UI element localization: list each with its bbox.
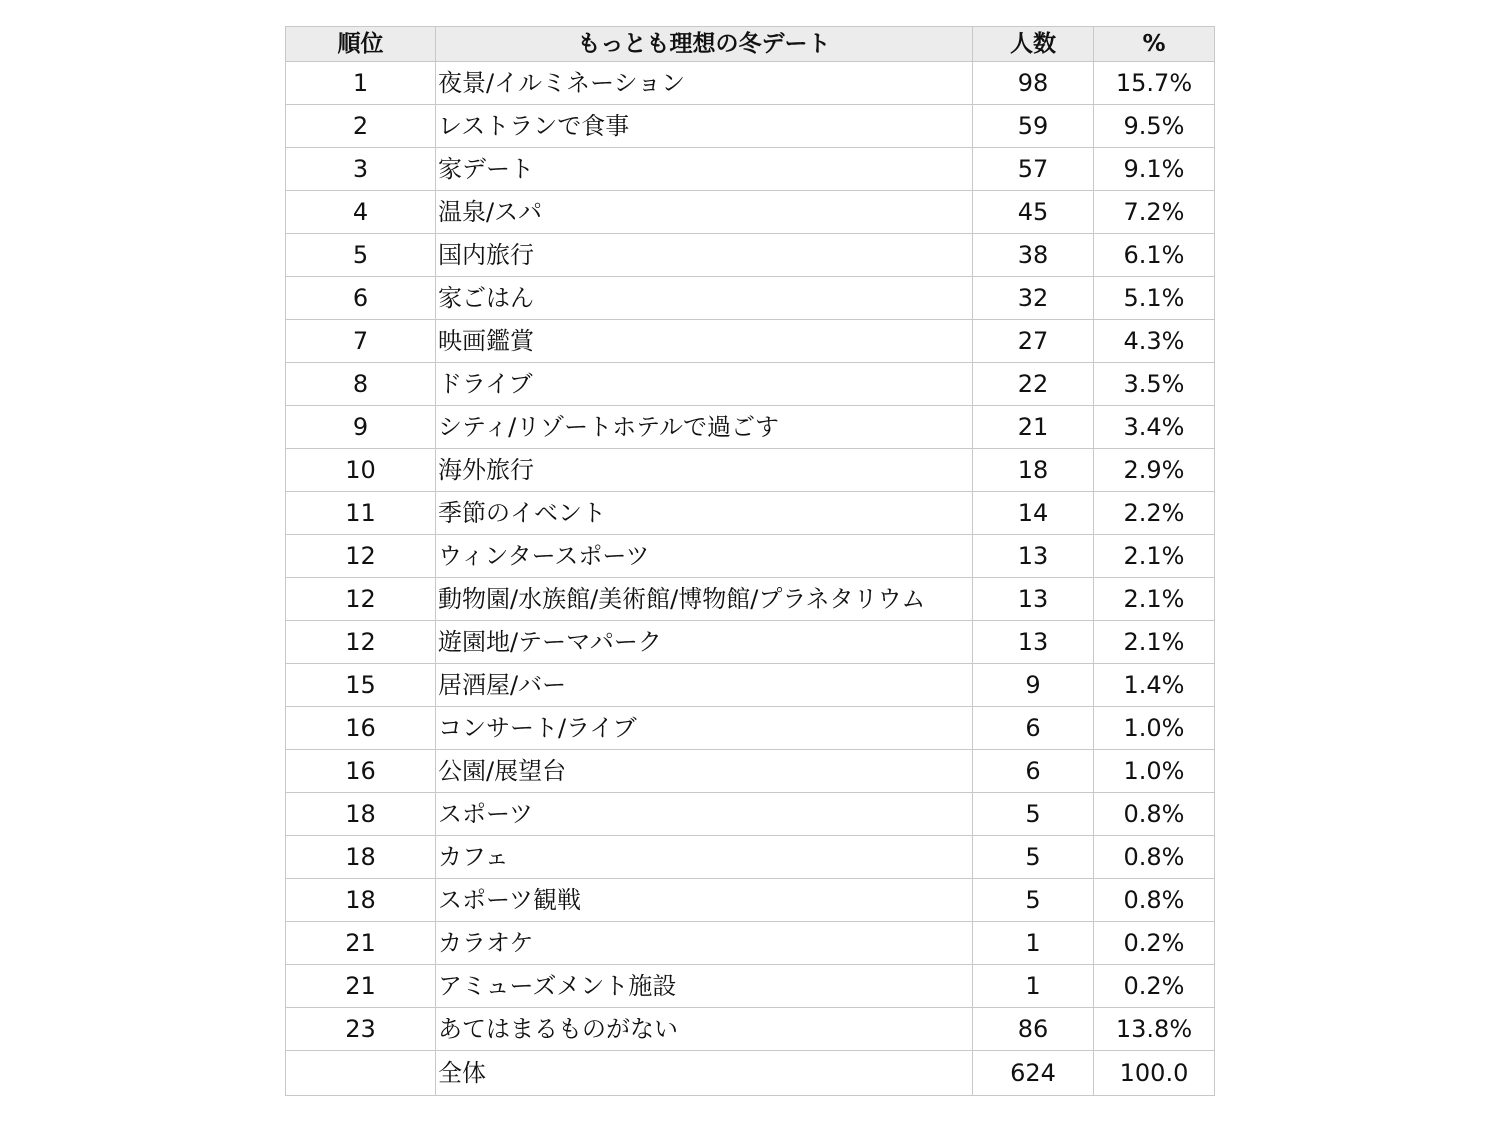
count-cell: 86 (973, 1008, 1094, 1051)
rank-cell: 16 (286, 707, 436, 750)
item-cell: 動物園/水族館/美術館/博物館/プラネタリウム (436, 578, 973, 621)
rank-cell: 11 (286, 492, 436, 535)
percent-cell: 0.8% (1094, 879, 1215, 922)
count-cell: 9 (973, 664, 1094, 707)
item-cell: レストランで食事 (436, 105, 973, 148)
item-cell: 海外旅行 (436, 449, 973, 492)
table-row (286, 965, 1215, 1008)
table-row (286, 234, 1215, 277)
count-cell: 14 (973, 492, 1094, 535)
table-body (286, 62, 1215, 1096)
table-row (286, 750, 1215, 793)
percent-cell: 0.2% (1094, 965, 1215, 1008)
header-item: もっとも理想の冬デート (436, 27, 973, 62)
table-row (286, 277, 1215, 320)
percent-cell: 9.1% (1094, 148, 1215, 191)
rank-cell: 8 (286, 363, 436, 406)
table-row (286, 191, 1215, 234)
table-row (286, 363, 1215, 406)
table-row (286, 836, 1215, 879)
percent-cell: 0.2% (1094, 922, 1215, 965)
item-cell: あてはまるものがない (436, 1008, 973, 1051)
rank-cell: 21 (286, 965, 436, 1008)
item-cell: 居酒屋/バー (436, 664, 973, 707)
percent-cell: 15.7% (1094, 62, 1215, 105)
table-row (286, 793, 1215, 836)
rank-cell: 23 (286, 1008, 436, 1051)
table-row (286, 1008, 1215, 1051)
header-row (286, 27, 1215, 62)
rank-cell: 15 (286, 664, 436, 707)
count-cell: 13 (973, 535, 1094, 578)
percent-cell: 2.1% (1094, 621, 1215, 664)
table-row (286, 922, 1215, 965)
total-count-cell: 624 (973, 1051, 1094, 1096)
rank-cell: 6 (286, 277, 436, 320)
percent-cell: 1.0% (1094, 750, 1215, 793)
rank-cell: 7 (286, 320, 436, 363)
rank-cell: 18 (286, 836, 436, 879)
percent-cell: 0.8% (1094, 793, 1215, 836)
count-cell: 13 (973, 621, 1094, 664)
count-cell: 45 (973, 191, 1094, 234)
table-row (286, 148, 1215, 191)
item-cell: ドライブ (436, 363, 973, 406)
table-row (286, 62, 1215, 105)
item-cell: スポーツ (436, 793, 973, 836)
item-cell: ウィンタースポーツ (436, 535, 973, 578)
count-cell: 5 (973, 793, 1094, 836)
table-row (286, 449, 1215, 492)
total-percent-cell: 100.0 (1094, 1051, 1215, 1096)
count-cell: 1 (973, 922, 1094, 965)
count-cell: 5 (973, 836, 1094, 879)
percent-cell: 13.8% (1094, 1008, 1215, 1051)
table-row (286, 621, 1215, 664)
percent-cell: 1.0% (1094, 707, 1215, 750)
item-cell: 映画鑑賞 (436, 320, 973, 363)
count-cell: 13 (973, 578, 1094, 621)
table-row (286, 879, 1215, 922)
rank-cell: 4 (286, 191, 436, 234)
item-cell: 家ごはん (436, 277, 973, 320)
table-row (286, 492, 1215, 535)
count-cell: 22 (973, 363, 1094, 406)
count-cell: 6 (973, 707, 1094, 750)
rank-cell: 12 (286, 621, 436, 664)
item-cell: 公園/展望台 (436, 750, 973, 793)
item-cell: 家デート (436, 148, 973, 191)
count-cell: 98 (973, 62, 1094, 105)
table-row (286, 664, 1215, 707)
count-cell: 18 (973, 449, 1094, 492)
ranking-table (285, 26, 1215, 1096)
item-cell: 夜景/イルミネーション (436, 62, 973, 105)
rank-cell: 1 (286, 62, 436, 105)
rank-cell: 18 (286, 793, 436, 836)
table-row (286, 320, 1215, 363)
rank-cell: 10 (286, 449, 436, 492)
count-cell: 21 (973, 406, 1094, 449)
item-cell: アミューズメント施設 (436, 965, 973, 1008)
item-cell: カフェ (436, 836, 973, 879)
table-row (286, 707, 1215, 750)
rank-cell: 12 (286, 535, 436, 578)
count-cell: 1 (973, 965, 1094, 1008)
count-cell: 5 (973, 879, 1094, 922)
header-count: 人数 (973, 27, 1094, 62)
percent-cell: 2.2% (1094, 492, 1215, 535)
rank-cell: 12 (286, 578, 436, 621)
total-row (286, 1051, 1215, 1096)
percent-cell: 4.3% (1094, 320, 1215, 363)
table-row (286, 535, 1215, 578)
percent-cell: 9.5% (1094, 105, 1215, 148)
total-rank-cell (286, 1051, 436, 1096)
count-cell: 6 (973, 750, 1094, 793)
percent-cell: 5.1% (1094, 277, 1215, 320)
rank-cell: 2 (286, 105, 436, 148)
rank-cell: 21 (286, 922, 436, 965)
percent-cell: 3.4% (1094, 406, 1215, 449)
percent-cell: 2.1% (1094, 578, 1215, 621)
percent-cell: 3.5% (1094, 363, 1215, 406)
percent-cell: 7.2% (1094, 191, 1215, 234)
table-row (286, 406, 1215, 449)
percent-cell: 0.8% (1094, 836, 1215, 879)
percent-cell: 2.1% (1094, 535, 1215, 578)
item-cell: スポーツ観戦 (436, 879, 973, 922)
rank-cell: 16 (286, 750, 436, 793)
item-cell: 遊園地/テーマパーク (436, 621, 973, 664)
percent-cell: 1.4% (1094, 664, 1215, 707)
item-cell: 温泉/スパ (436, 191, 973, 234)
rank-cell: 3 (286, 148, 436, 191)
count-cell: 32 (973, 277, 1094, 320)
total-label-cell: 全体 (436, 1051, 973, 1096)
header-rank: 順位 (286, 27, 436, 62)
item-cell: コンサート/ライブ (436, 707, 973, 750)
percent-cell: 2.9% (1094, 449, 1215, 492)
rank-cell: 9 (286, 406, 436, 449)
item-cell: カラオケ (436, 922, 973, 965)
item-cell: シティ/リゾートホテルで過ごす (436, 406, 973, 449)
rank-cell: 5 (286, 234, 436, 277)
item-cell: 国内旅行 (436, 234, 973, 277)
table-row (286, 578, 1215, 621)
rank-cell: 18 (286, 879, 436, 922)
count-cell: 27 (973, 320, 1094, 363)
ranking-sheet (285, 26, 1214, 1096)
count-cell: 57 (973, 148, 1094, 191)
percent-cell: 6.1% (1094, 234, 1215, 277)
count-cell: 38 (973, 234, 1094, 277)
header-percent: % (1094, 27, 1215, 62)
item-cell: 季節のイベント (436, 492, 973, 535)
table-row (286, 105, 1215, 148)
count-cell: 59 (973, 105, 1094, 148)
